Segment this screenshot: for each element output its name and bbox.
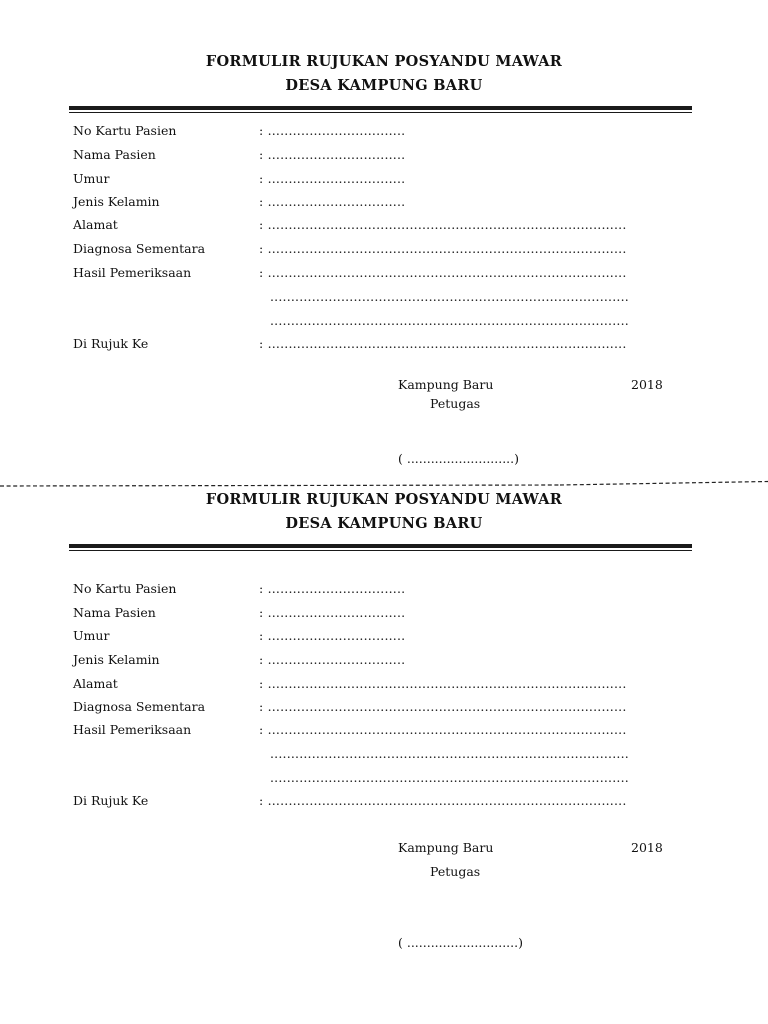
field-blank[interactable]: : ...................................................................................... [259, 699, 627, 714]
place-label: Kampung Baru [398, 377, 494, 392]
field-label: Umur [73, 628, 110, 643]
officer-label: Petugas [430, 864, 481, 879]
field-alamat [0, 217, 768, 237]
field-blank[interactable]: : ................................. [259, 605, 406, 620]
field-umur [0, 628, 768, 648]
referral-form-1 [0, 0, 768, 478]
header-rule-thick [69, 544, 692, 548]
field-nama-pasien [0, 605, 768, 625]
field-label: Di Rujuk Ke [73, 336, 149, 351]
field-blank[interactable]: : ................................. [259, 628, 406, 643]
field-label: Hasil Pemeriksaan [73, 722, 192, 737]
field-blank[interactable]: : ...................................................................................... [259, 722, 627, 737]
header-rule-thin [69, 550, 692, 551]
signature-blank[interactable]: ( ............................) [398, 935, 523, 950]
form-subtitle: DESA KAMPUNG BARU [285, 515, 483, 532]
form-title: FORMULIR RUJUKAN POSYANDU MAWAR [205, 491, 563, 508]
field-blank[interactable]: : ...................................................................................... [259, 241, 627, 256]
field-alamat [0, 676, 768, 696]
field-no-kartu-pasien [0, 123, 768, 143]
field-label: Diagnosa Sementara [73, 241, 206, 256]
field-blank[interactable]: : ...................................................................................... [259, 793, 627, 808]
officer-label: Petugas [430, 396, 481, 411]
field-umur [0, 171, 768, 191]
field-blank[interactable]: : ...................................................................................... [259, 336, 627, 351]
year-label: 2018 [631, 840, 663, 855]
field-blank[interactable]: : ...................................................................................... [259, 265, 627, 280]
field-jenis-kelamin [0, 194, 768, 214]
form-subtitle: DESA KAMPUNG BARU [285, 77, 483, 94]
field-label: Alamat [73, 217, 118, 232]
field-blank[interactable]: : ................................. [259, 123, 406, 138]
field-diagnosa-sementara [0, 699, 768, 719]
field-blank[interactable]: : ...................................................................................... [259, 217, 627, 232]
field-continuation-blank[interactable]: ...................................................................................... [270, 313, 629, 328]
referral-form-2 [0, 478, 768, 1024]
field-label: Diagnosa Sementara [73, 699, 206, 714]
field-blank[interactable]: : ................................. [259, 581, 406, 596]
field-label: No Kartu Pasien [73, 123, 177, 138]
field-label: Umur [73, 171, 110, 186]
field-no-kartu-pasien [0, 581, 768, 601]
field-continuation-blank[interactable]: ...................................................................................... [270, 289, 629, 304]
field-continuation-blank[interactable]: ...................................................................................... [270, 770, 629, 785]
field-diagnosa-sementara [0, 241, 768, 261]
field-label: Alamat [73, 676, 118, 691]
field-label: Jenis Kelamin [73, 194, 160, 209]
field-di-rujuk-ke [0, 336, 768, 356]
field-blank[interactable]: : ................................. [259, 194, 406, 209]
form-title: FORMULIR RUJUKAN POSYANDU MAWAR [205, 53, 563, 70]
field-label: Nama Pasien [73, 605, 156, 620]
field-blank[interactable]: : ................................. [259, 652, 406, 667]
field-jenis-kelamin [0, 652, 768, 672]
place-label: Kampung Baru [398, 840, 494, 855]
header-rule-thick [69, 106, 692, 110]
field-label: No Kartu Pasien [73, 581, 177, 596]
field-label: Jenis Kelamin [73, 652, 160, 667]
field-hasil-pemeriksaan [0, 722, 768, 742]
field-label: Hasil Pemeriksaan [73, 265, 192, 280]
year-label: 2018 [631, 377, 663, 392]
field-blank[interactable]: : ................................. [259, 147, 406, 162]
field-label: Di Rujuk Ke [73, 793, 149, 808]
field-hasil-pemeriksaan [0, 265, 768, 285]
field-label: Nama Pasien [73, 147, 156, 162]
field-di-rujuk-ke [0, 793, 768, 813]
field-blank[interactable]: : ................................. [259, 171, 406, 186]
header-rule-thin [69, 112, 692, 113]
signature-blank[interactable]: ( ...........................) [398, 451, 520, 466]
field-blank[interactable]: : ...................................................................................... [259, 676, 627, 691]
field-continuation-blank[interactable]: ...................................................................................... [270, 746, 629, 761]
field-nama-pasien [0, 147, 768, 167]
